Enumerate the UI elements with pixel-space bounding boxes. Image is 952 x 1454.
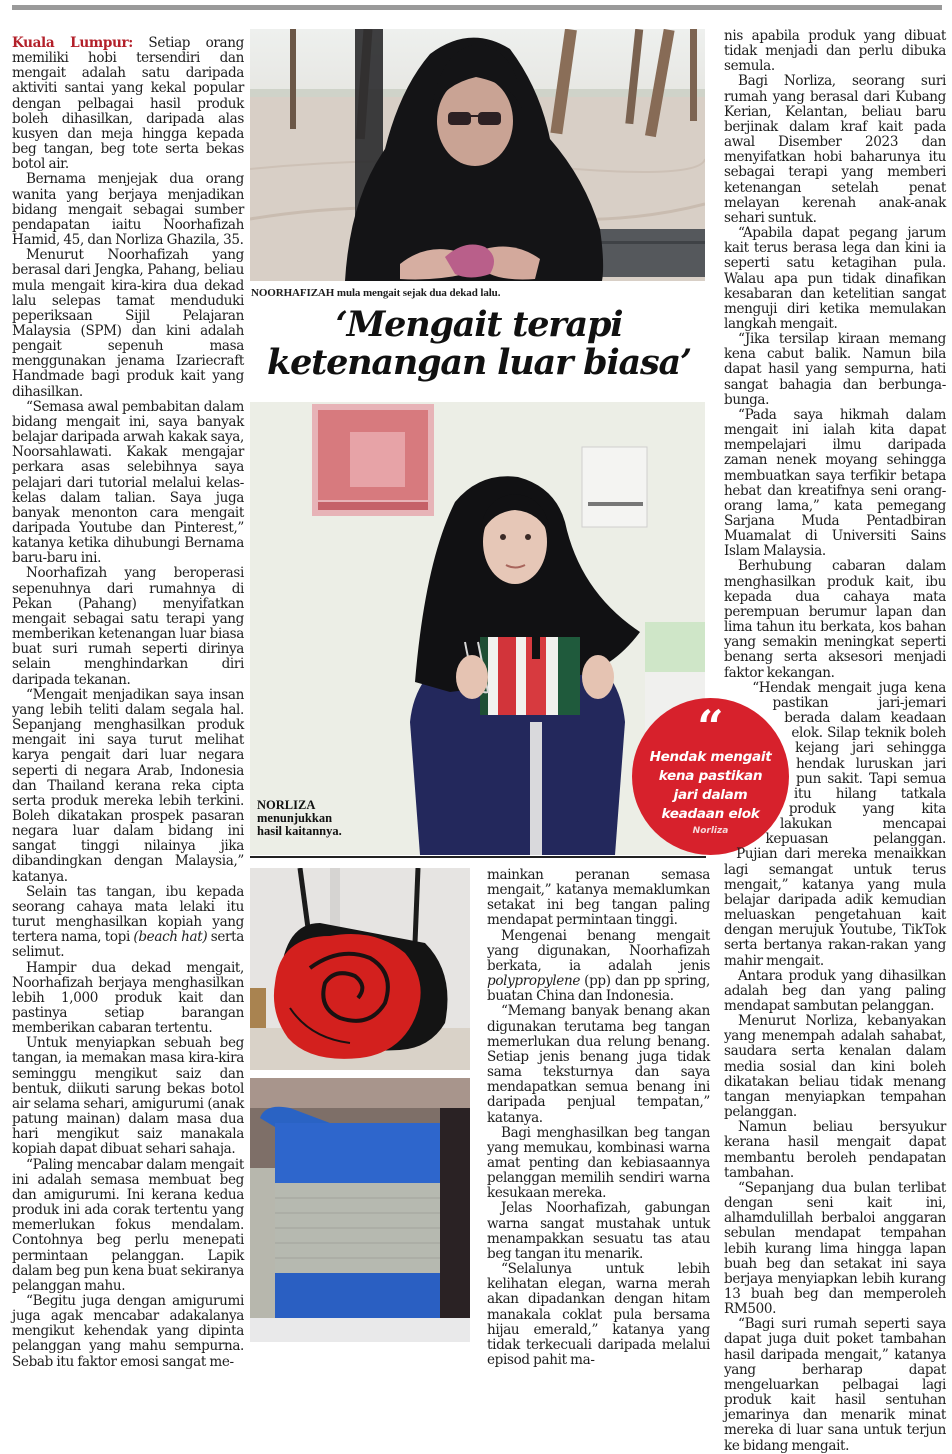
paragraph: Antara produk yang dihasilkan adalah beg dan yang paling mendapat sambutan pelanggan. bbox=[724, 967, 946, 1014]
paragraph: “Semasa awal pembabitan dalam bidang mengait ini, saya banyak belajar daripada arwah kakak saya, Noorsahlawati. Kakak mengajar perkara asas selebihnya saya pelajari dari tutorial melalui kelas-kelas dalam talian. Saya juga banyak menonton cara mengait daripada Youtube dan Pinterest,” katanya ketika dihubungi Bernama baru-baru ini. bbox=[12, 398, 244, 567]
photo-blue-bag-illustration bbox=[250, 1078, 470, 1342]
top-rule bbox=[12, 5, 942, 10]
wrap-shim bbox=[724, 741, 791, 756]
wrap-shim bbox=[724, 756, 795, 771]
wrap-shim bbox=[724, 696, 752, 711]
paragraph: Kuala Lumpur: Setiap orang memiliki hobi tersendiri dan mengait adalah satu daripada aktiviti santai yang kekal popular dengan pelbagai hasil produk boleh dihasilkan, daripada alas kusyen dan meja hingga kepada beg tangan, beg tote serta bekas botol air. bbox=[12, 35, 244, 173]
wrap-shim bbox=[724, 817, 780, 832]
paragraph: “Mengait menjadikan saya insan yang lebih teliti dalam segala hal. Sepanjang menghasilkan produk mengait ini saya turut melihat karya pengait dari luar negara seperti di negara Arab, Indonesia dan Thailand kerana reka cipta serta produk mereka lebih terkini. Boleh dikatakan prospek pasaran negara luar dalam bidang ini sangat tinggi nilainya jika dibandingkan dengan Malaysia,” katanya. bbox=[12, 686, 244, 885]
photo-rose-bag bbox=[250, 868, 470, 1070]
article-column-left bbox=[12, 36, 244, 1370]
paragraph: Mengenai benang mengait yang digunakan, Noorhafizah berkata, ia adalah jenis polypropylene (pp) dan pp spring, buatan China dan Indonesia. bbox=[487, 927, 710, 1005]
photo-blue-bag bbox=[250, 1078, 470, 1342]
headline: ‘Mengait terapi ketenangan luar biasa’ bbox=[267, 304, 691, 383]
paragraph: Namun beliau bersyukur kerana hasil mengait dapat membantu beroleh pendapatan tambahan. bbox=[724, 1119, 946, 1181]
paragraph: “Bagi suri rumah seperti saya dapat juga duit poket tambahan hasil daripada mengait,” katanya yang berharap dapat mengeluarkan pelbagai lagi produk kait hasil sentuhan jemarinya dan menarik minat mereka di luar sana untuk terjun ke bidang mengait. bbox=[724, 1316, 946, 1454]
paragraph: nis apabila produk yang dibuat tidak menjadi dan perlu dibuka semula. bbox=[724, 28, 946, 75]
wrap-shim bbox=[724, 787, 794, 802]
paragraph: “Sepanjang dua bulan terlibat dengan seni kait ini, alhamdulillah berbaloi anggaran sebulan mendapat tempahan lebih kurang lima hingga lapan buah beg dan setakat ini saya berjaya menyiapkan lebih kurang 13 buah beg dan memperoleh RM500. bbox=[724, 1179, 946, 1318]
pull-quote-text: Hendak mengait kena pastikan jari dalam keadaan elok bbox=[649, 749, 772, 822]
wrap-shim bbox=[724, 726, 784, 741]
paragraph: “Begitu juga dengan amigurumi juga agak mencabar adakalanya mengikut kehendak yang dipinta pelanggan yang mahu sempurna. Sebab itu faktor emosi sangat me- bbox=[12, 1292, 244, 1370]
paragraph: Bernama menjejak dua orang wanita yang berjaya menjadikan bidang mengait sebagai sumber pendapatan iaitu Noorhafizah Hamid, 45, dan Norliza Ghazila, 35. bbox=[12, 171, 244, 249]
wrap-shim bbox=[724, 802, 789, 817]
paragraph: “Hendak mengait juga kena pastikan jari-jemari berada dalam keadaan elok. Silap teknik boleh kejang jari sehingga hendak luruskan jari pun sakit. Tapi semua itu hilang tatkala produk yang kita lakukan mencapai kepuasan pelanggan. Pujian dari mereka menaikkan lagi semangat untuk terus mengait,” katanya yang mula belajar daripada adik kemudian meluaskan pengetahuan kait dengan merujuk Youtube, TikTok serta bertanya rakan-rakan yang mahir mengait. bbox=[724, 679, 946, 969]
paragraph: Menurut Norliza, kebanyakan yang menempah adalah sahabat, saudara serta kenalan dalam media sosial dan kini boleh dikatakan beliau tidak menang tangan menyiapkan tempahan pelanggan. bbox=[724, 1013, 946, 1121]
wrap-shim bbox=[724, 847, 736, 862]
paragraph: Selain tas tangan, ibu kepada seorang cahaya mata lelaki itu turut menghasilkan kopiah yang tertera nama, topi (beach hat) serta selimut. bbox=[12, 883, 244, 961]
paragraph: mainkan peranan semasa mengait,” katanya memaklumkan setakat ini beg tangan paling mendapat permintaan tinggi. bbox=[487, 867, 710, 929]
paragraph: “Memang banyak benang akan digunakan terutama beg tangan memerlukan dua relung benang. Setiap jenis benang juga tidak sama teksturnya dan saya mendapatkan semua benang ini daripada penjual tempatan,” katanya. bbox=[487, 1003, 710, 1126]
paragraph: Bagi Norliza, seorang suri rumah yang berasal dari Kubang Kerian, Kelantan, beliau baru berjinak dalam kraf kait pada awal Disember 2023 dan menyifatkan hobi baharunya itu sebagai terapi yang memberi ketenangan setelah penat melayan kerenah anak-anak sehari suntuk. bbox=[724, 73, 946, 226]
paragraph: “Pada saya hikmah dalam mengait ini ialah kita dapat mempelajari ilmu daripada zaman nenek moyang sehingga membuatkan saya terfikir betapa hebat dan kreatifnya seni orang-orang lama,” kata pemegang Sarjana Muda Pentadbiran Muamalat di Universiti Sains Islam Malaysia. bbox=[724, 406, 946, 560]
wrap-shim bbox=[724, 832, 766, 847]
paragraph: “Apabila dapat pegang jarum kait terus berasa lega dan kini ia seperti satu ketagihan pula. Walau apa pun tidak dinafikan kesabaran dan ketelitian sangat menguji diri ketika memulakan langkah mengait. bbox=[724, 225, 946, 332]
wrap-shim bbox=[724, 711, 773, 726]
photo-caption-noorhafizah: NOORHAFIZAH mula mengait sejak dua dekad lalu. bbox=[251, 287, 501, 299]
photo-caption-norliza: NORLIZA menunjukkan hasil kaitannya. bbox=[257, 798, 342, 838]
photo-noorhafizah-illustration bbox=[250, 29, 705, 281]
paragraph: Menurut Noorhafizah yang berasal dari Jengka, Pahang, beliau mula mengait kira-kira dua dekad lalu selepas tamat menduduki peperiksaan Sijil Pelajaran Malaysia (SPM) dan kini adalah pengait sepenuh masa menggunakan jenama Izariecraft Handmade bagi produk kait yang dihasilkan. bbox=[12, 247, 244, 400]
article-column-middle bbox=[487, 868, 710, 1368]
photo-divider bbox=[250, 856, 706, 858]
paragraph: Bagi menghasilkan beg tangan yang memukau, kombinasi warna amat penting dan kebiasaannya pelanggan memilih sendiri warna kesukaan mereka. bbox=[487, 1124, 710, 1202]
article-column-right bbox=[724, 29, 946, 1454]
paragraph: “Jika tersilap kiraan memang kena cabut balik. Namun bila dapat hasil yang sempurna, hati sangat bahagia dan berbunga-bunga. bbox=[724, 331, 946, 408]
paragraph: Berhubung cabaran dalam menghasilkan produk kait, ibu kepada dua cahaya mata perempuan berumur lapan dan lima tahun itu berkata, kos bahan yang semakin meningkat seperti benang serta aksesori menjadi faktor kekangan. bbox=[724, 558, 946, 681]
dateline: Kuala Lumpur: bbox=[12, 35, 133, 51]
paragraph: Untuk menyiapkan sebuah beg tangan, ia memakan masa kira-kira seminggu mengikut saiz dan bentuk, diikuti sarung bekas botol air selama sehari, amigurumi (anak patung mainan) dalam masa dua hari mengikut saiz manakala kopiah dapat dibuat sehari sahaja. bbox=[12, 1035, 244, 1158]
paragraph: “Paling mencabar dalam mengait ini adalah semasa membuat beg dan amigurumi. Ini kerana kedua produk ini ada corak tertentu yang memerlukan fokus mendalam. Contohnya beg perlu menepati permintaan pelanggan. Lapik dalam beg pun kena buat sekiranya pelanggan mahu. bbox=[12, 1156, 244, 1294]
quote-mark-icon: “ bbox=[697, 700, 724, 754]
paragraph: Noorhafizah yang beroperasi sepenuhnya dari rumahnya di Pekan (Pahang) menyifatkan mengait sebagai satu terapi yang memberikan ketenangan luar biasa buat suri rumah seperti dirinya selain menghindarkan diri daripada tekanan. bbox=[12, 565, 244, 688]
paragraph: Hampir dua dekad mengait, Noorhafizah berjaya menghasilkan lebih 1,000 produk kait dan pastinya setiap barangan memberikan cabaran tertentu. bbox=[12, 959, 244, 1037]
wrap-shim bbox=[724, 772, 796, 787]
photo-noorhafizah bbox=[250, 29, 705, 281]
paragraph: “Selalunya untuk lebih kelihatan elegan, warna merah akan dipadankan dengan hitam manakala coklat pula bersama hijau emerald,” katanya yang tidak terkecuali daripada melalui episod pahit ma- bbox=[487, 1261, 710, 1368]
photo-rose-bag-illustration bbox=[250, 868, 470, 1070]
paragraph: Jelas Noorhafizah, gabungan warna sangat mustahak untuk menampakkan sesuatu tas atau beg tangan itu menarik. bbox=[487, 1200, 710, 1262]
pull-quote-attribution: Norliza bbox=[692, 826, 729, 836]
